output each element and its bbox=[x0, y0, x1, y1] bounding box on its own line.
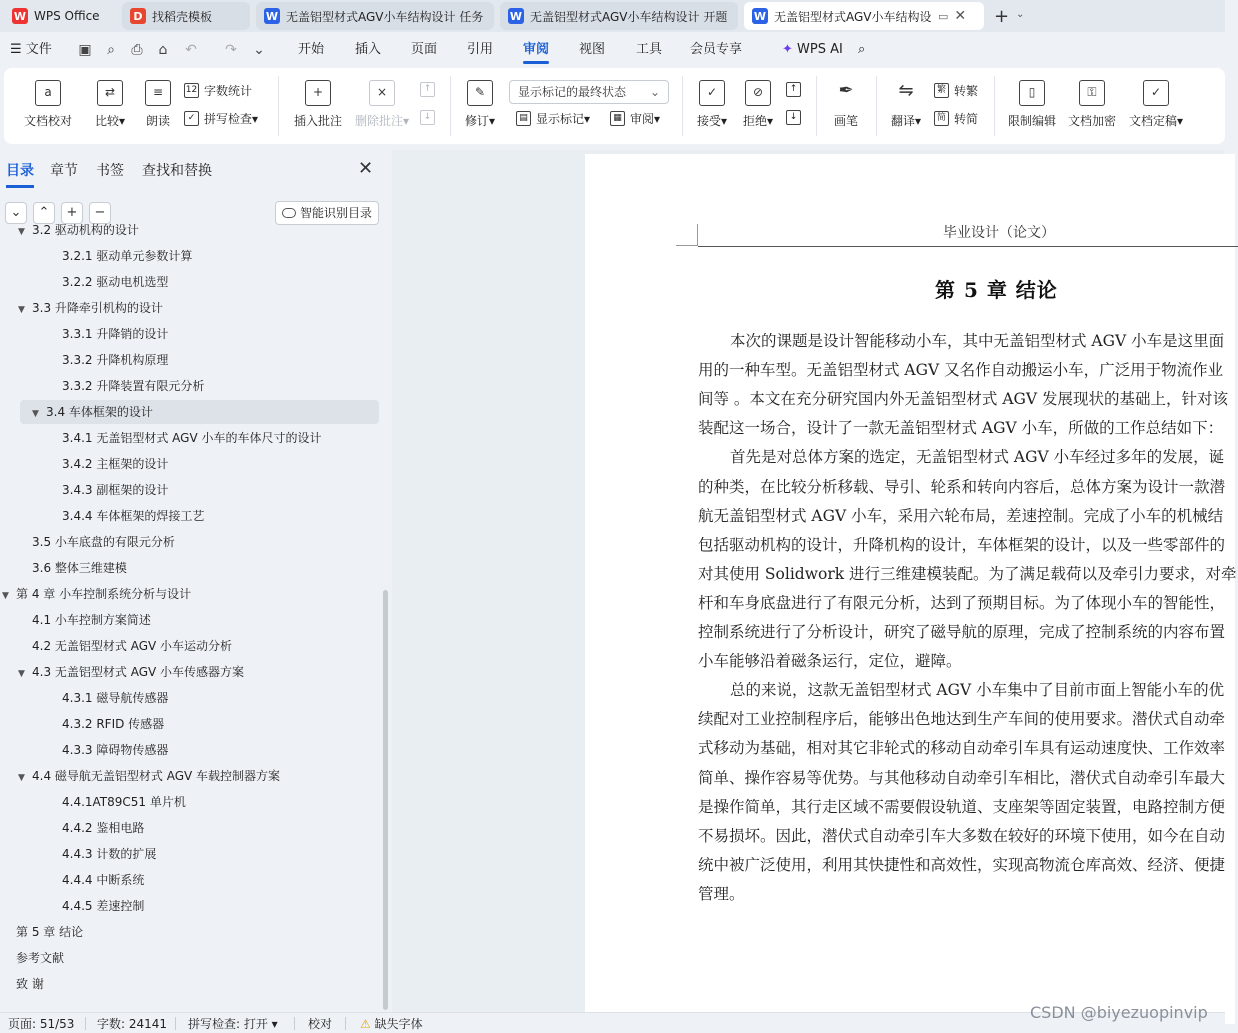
body-line: 不易损坏。因此，潜伏式自动牵引车大多数在较好的环境下使用，如今在自动 bbox=[698, 826, 1226, 845]
show-markup-icon: ▤ bbox=[516, 111, 531, 126]
print-icon[interactable]: ⎙ bbox=[131, 42, 143, 58]
add-heading-button[interactable]: + bbox=[61, 202, 83, 224]
accept-button[interactable]: ✓ 接受▾ bbox=[692, 80, 732, 129]
reject-button[interactable]: ⊘ 拒绝▾ bbox=[738, 80, 778, 129]
toc-item[interactable] bbox=[0, 322, 168, 346]
missing-font-label: 缺失字体 bbox=[374, 1017, 423, 1031]
translate-label: 翻译 bbox=[890, 114, 915, 128]
finalize-label: 文档定稿 bbox=[1128, 114, 1177, 128]
file-label: 文件 bbox=[25, 42, 52, 57]
toc-item[interactable] bbox=[0, 816, 144, 840]
body-line: 总的来说，这款无盖铝型材式 AGV 小车集中了目前市面上智能小车的优 bbox=[730, 681, 1225, 700]
remove-heading-button[interactable]: − bbox=[89, 202, 111, 224]
ribbon-divider bbox=[816, 76, 817, 136]
word-count-button[interactable] bbox=[184, 82, 252, 99]
next-change-button[interactable] bbox=[786, 110, 806, 125]
body-line: 首先是对总体方案的选定，无盖铝型材式 AGV 小车经过多年的发展，诞 bbox=[730, 448, 1225, 467]
chevron-down-icon: ⌄ bbox=[649, 85, 660, 99]
toc-item-label: 3.2.1 驱动单元参数计算 bbox=[62, 249, 193, 263]
proofread-button[interactable] bbox=[20, 80, 76, 129]
prev-comment-button[interactable] bbox=[420, 82, 440, 97]
menu-member[interactable]: 会员专享 bbox=[690, 42, 743, 57]
format-painter-icon[interactable]: ⌕ bbox=[107, 42, 115, 58]
search-icon[interactable]: ⌕ bbox=[858, 42, 866, 57]
tab-label: 无盖铝型材式AGV小车结构设计 任务 bbox=[286, 9, 484, 24]
tab-label: 无盖铝型材式AGV小车结构设计 开题 bbox=[530, 9, 728, 24]
body-line: 的种类，在比较分析移载、导引、轮系和转向内容后，总体方案为设计一款潜 bbox=[698, 477, 1226, 496]
collapse-all-button[interactable]: ⌄ bbox=[5, 202, 27, 224]
wps-ai-label: WPS AI bbox=[797, 42, 843, 57]
undo-icon[interactable]: ↶ bbox=[185, 42, 197, 58]
toc-item[interactable] bbox=[0, 218, 139, 242]
expand-arrow-icon[interactable]: ▼ bbox=[18, 305, 25, 315]
toc-item[interactable] bbox=[0, 244, 192, 268]
menu-insert[interactable]: 插入 bbox=[355, 42, 382, 57]
toc-item-label: 参考文献 bbox=[16, 951, 65, 965]
toc-item[interactable] bbox=[0, 686, 168, 710]
read-aloud-icon: ≡ bbox=[145, 80, 171, 106]
toc-item-label: 3.4.2 主框架的设计 bbox=[62, 457, 169, 471]
ribbon-review bbox=[4, 68, 1225, 144]
toc-item-label: 3.2.2 驱动电机选型 bbox=[62, 275, 169, 289]
toc-item[interactable] bbox=[0, 920, 83, 944]
to-simplified-button[interactable] bbox=[934, 110, 978, 127]
track-changes-label: 修订 bbox=[464, 114, 489, 128]
prev-comment-icon: ↑ bbox=[420, 82, 435, 97]
expand-arrow-icon[interactable]: ▼ bbox=[18, 227, 25, 237]
to-simplified-label: 转简 bbox=[954, 112, 979, 126]
toc-item-label: 3.2 驱动机构的设计 bbox=[32, 223, 139, 237]
toc-list bbox=[0, 223, 382, 1012]
track-changes-icon: ✎ bbox=[467, 80, 493, 106]
compare-label: 比较 bbox=[94, 114, 119, 128]
spell-check-label: 拼写检查 bbox=[204, 112, 253, 126]
ribbon-divider bbox=[994, 76, 995, 136]
ribbon-divider bbox=[876, 76, 877, 136]
to-simplified-icon: 简 bbox=[934, 111, 949, 126]
toc-item[interactable] bbox=[0, 738, 168, 762]
document-page bbox=[585, 154, 1235, 1024]
toc-item-label: 4.2 无盖铝型材式 AGV 小车运动分析 bbox=[32, 639, 233, 653]
body-line: 小车能够沿着磁条运行，定位，避障。 bbox=[698, 652, 962, 671]
expand-arrow-icon[interactable]: ▼ bbox=[2, 591, 9, 601]
body-line: 间等 。本文在充分研究国内外无盖铝型材式 AGV 发展现状的基础上，针对该 bbox=[698, 390, 1229, 409]
toc-item-label: 3.3.2 升降装置有限元分析 bbox=[62, 379, 205, 393]
body-line: 是操作简单，其行走区域不需要假设轨道、支座架等固定装置，电路控制方便 bbox=[698, 797, 1226, 816]
pen-icon: ✒ bbox=[838, 80, 854, 101]
pen-label: 画笔 bbox=[833, 114, 858, 128]
toc-item-label: 3.3.2 升降机构原理 bbox=[62, 353, 169, 367]
proofread-icon: a bbox=[35, 80, 61, 106]
toc-item[interactable] bbox=[0, 582, 191, 606]
reject-label: 拒绝 bbox=[742, 114, 767, 128]
translate-button[interactable]: ⇋ 翻译▾ bbox=[890, 80, 922, 128]
wps-ai-button[interactable]: ✦ WPS AI bbox=[782, 42, 843, 57]
tab-label: 找稻壳模板 bbox=[152, 9, 213, 24]
spell-check-indicator[interactable]: 拼写检查: 打开 ▾ bbox=[188, 1017, 278, 1031]
delete-comment-icon: × bbox=[369, 80, 395, 106]
body-line: 式移动为基础，相对其它非轮式的移动自动牵引车具有运动速度快、工作效率 bbox=[698, 739, 1226, 758]
chapter-title: 第 5 章 结论 bbox=[935, 278, 1058, 302]
toc-item-label: 第 4 章 小车控制系统分析与设计 bbox=[16, 587, 192, 601]
body-line: 杆和车身底盘进行了有限元分析，达到了预期目标。为了体现小车的智能性， bbox=[698, 593, 1226, 612]
toc-item-label: 4.4.1AT89C51 单片机 bbox=[62, 795, 186, 809]
spell-check-icon: ✓ bbox=[184, 111, 199, 126]
toc-item-label: 4.4.4 中断系统 bbox=[62, 873, 145, 887]
body-line: 用的一种车型。无盖铝型材式 AGV 又名作自动搬运小车，广泛用于物流作业 bbox=[698, 361, 1224, 380]
to-traditional-icon: 繁 bbox=[934, 83, 949, 98]
expand-arrow-icon[interactable]: ▼ bbox=[18, 669, 25, 679]
close-icon[interactable]: ✕ bbox=[954, 8, 967, 24]
toc-item[interactable] bbox=[0, 270, 168, 294]
markup-state-value: 显示标记的最终状态 bbox=[518, 85, 627, 99]
tab-wps-office[interactable] bbox=[4, 2, 116, 30]
body-line: 续配对工业控制程序后，能够出色地达到生产车间的使用要求。潜伏式自动牵 bbox=[698, 710, 1226, 729]
ribbon-divider bbox=[278, 76, 279, 136]
toc-item-label: 4.3.2 RFID 传感器 bbox=[62, 717, 165, 731]
word-count-icon: 12 bbox=[184, 83, 199, 98]
navigation-pane bbox=[0, 150, 390, 1012]
finalize-button[interactable]: ✓ 文档定稿▾ bbox=[1124, 80, 1188, 129]
markup-state-select[interactable] bbox=[509, 80, 669, 104]
pen-button[interactable] bbox=[826, 80, 866, 129]
body-line: 对其使用 Solidwork 进行三维建模装配。为了满足载荷以及牵引力要求，对牵 bbox=[698, 564, 1237, 583]
restrict-edit-button[interactable] bbox=[1004, 80, 1060, 129]
crop-mark bbox=[676, 224, 698, 246]
lock-icon: ▯ bbox=[1019, 80, 1045, 106]
toc-item[interactable] bbox=[0, 556, 127, 580]
prev-change-icon: ↑ bbox=[786, 82, 801, 97]
word-count-indicator[interactable]: 字数: 24141 bbox=[97, 1017, 168, 1031]
toc-item-label: 致 谢 bbox=[16, 977, 44, 991]
menu-page[interactable]: 页面 bbox=[411, 42, 438, 57]
sidebar-scrollbar[interactable] bbox=[383, 590, 388, 1010]
toc-item[interactable] bbox=[0, 972, 44, 996]
page-indicator[interactable]: 页面: 51/53 bbox=[8, 1017, 75, 1031]
prev-change-button[interactable] bbox=[786, 82, 806, 97]
toc-item[interactable] bbox=[0, 634, 232, 658]
tab-docer[interactable] bbox=[122, 2, 250, 30]
toc-item[interactable] bbox=[0, 764, 280, 788]
file-menu[interactable]: ☰ 文件 bbox=[10, 42, 52, 57]
proof-indicator[interactable]: 校对 bbox=[308, 1017, 333, 1031]
toc-item-label: 4.4 磁导航无盖铝型材式 AGV 车载控制器方案 bbox=[32, 769, 281, 783]
new-tab-button[interactable]: + bbox=[994, 6, 1010, 27]
chevron-down-icon[interactable]: ⌄ bbox=[1016, 9, 1025, 20]
tab-chapters[interactable]: 章节 bbox=[50, 163, 78, 179]
toc-item[interactable] bbox=[0, 478, 168, 502]
toc-item[interactable] bbox=[0, 374, 204, 398]
menu-start[interactable]: 开始 bbox=[298, 42, 325, 57]
warning-icon: ⚠ bbox=[360, 1017, 371, 1031]
toc-item[interactable] bbox=[0, 426, 321, 450]
spell-check-button[interactable]: ✓ 拼写检查 ▾ bbox=[184, 110, 258, 127]
tab-doc-current[interactable] bbox=[744, 2, 984, 30]
body-line: 管理。 bbox=[698, 884, 745, 903]
menu-tools[interactable]: 工具 bbox=[636, 42, 663, 57]
review-pane-icon: ▦ bbox=[610, 111, 625, 126]
status-divider bbox=[294, 1017, 295, 1030]
page-header: 毕业设计（论文） bbox=[943, 225, 1055, 241]
translate-icon: ⇋ bbox=[898, 80, 914, 101]
to-traditional-label: 转繁 bbox=[954, 84, 979, 98]
toc-item-label: 3.6 整体三维建模 bbox=[32, 561, 127, 575]
toc-item-label: 4.1 小车控制方案简述 bbox=[32, 613, 151, 627]
body-line: 简单、操作容易等优势。与其他移动自动牵引车相比，潜伏式自动牵引车最大 bbox=[698, 768, 1226, 787]
show-markup-label: 显示标记 bbox=[536, 112, 585, 126]
expand-up-button[interactable]: ⌃ bbox=[33, 202, 55, 224]
to-traditional-button[interactable] bbox=[934, 82, 978, 99]
toc-item-label: 4.3.1 磁导航传感器 bbox=[62, 691, 169, 705]
compare-icon: ⇄ bbox=[97, 80, 123, 106]
toc-item[interactable] bbox=[0, 790, 186, 814]
word-doc-icon: W bbox=[753, 9, 767, 23]
tab-bookmarks[interactable]: 书签 bbox=[96, 163, 124, 179]
encrypt-button[interactable] bbox=[1064, 80, 1120, 129]
header-rule bbox=[698, 246, 1238, 247]
toc-item[interactable] bbox=[0, 608, 151, 632]
next-change-icon: ↓ bbox=[786, 110, 801, 125]
restrict-edit-label: 限制编辑 bbox=[1007, 114, 1056, 128]
redo-icon[interactable]: ↷ bbox=[225, 42, 237, 58]
tab-label: 无盖铝型材式AGV小车结构设 bbox=[774, 9, 932, 24]
review-pane-button[interactable]: ▦ 审阅 ▾ bbox=[610, 110, 660, 127]
toc-item[interactable] bbox=[20, 400, 379, 424]
insert-comment-button[interactable] bbox=[290, 80, 346, 129]
body-line: 航无盖铝型材式 AGV 小车，采用六轮布局，差速控制。完成了小车的机械结 bbox=[698, 506, 1224, 525]
smart-toc-button[interactable] bbox=[275, 201, 379, 225]
watermark: CSDN @biyezuopinvip bbox=[1030, 1003, 1208, 1022]
toc-item[interactable] bbox=[0, 504, 204, 528]
proofread-label: 文档校对 bbox=[23, 114, 72, 128]
body-line: 包括驱动机构的设计，升降机构的设计，车体框架的设计，以及一些零部件的 bbox=[698, 535, 1226, 554]
delete-comment-label: 删除批注 bbox=[354, 114, 403, 128]
monitor-icon[interactable]: ▭ bbox=[938, 9, 949, 23]
toc-item-label: 第 5 章 结论 bbox=[16, 925, 84, 939]
toc-item[interactable] bbox=[0, 530, 175, 554]
menu-review[interactable]: 审阅 bbox=[523, 32, 549, 68]
ribbon-divider bbox=[682, 76, 683, 136]
toc-item-label: 3.4.3 副框架的设计 bbox=[62, 483, 169, 497]
toc-item[interactable] bbox=[0, 296, 163, 320]
body-line: 装配这一场合，设计了一款无盖铝型材式 AGV 小车，所做的工作总结如下： bbox=[698, 419, 1224, 438]
tab-label: WPS Office bbox=[34, 9, 100, 23]
expand-arrow-icon[interactable]: ▼ bbox=[32, 409, 39, 419]
toc-item[interactable] bbox=[0, 946, 64, 970]
status-divider bbox=[175, 1017, 176, 1030]
body-line: 统中被广泛使用，利用其快捷性和高效性，实现高物流仓库高效、经济、便捷 bbox=[698, 855, 1226, 874]
wps-logo-icon: W bbox=[13, 9, 27, 23]
toc-item-label: 3.4.1 无盖铝型材式 AGV 小车的车体尺寸的设计 bbox=[62, 431, 322, 445]
smart-toc-label: 智能识别目录 bbox=[300, 206, 373, 220]
body-line: 本次的课题是设计智能移动小车，其中无盖铝型材式 AGV 小车是这里面 bbox=[730, 332, 1225, 350]
toc-item-label: 4.3.3 障碍物传感器 bbox=[62, 743, 169, 757]
chevron-down-icon[interactable]: ⌄ bbox=[253, 42, 265, 58]
status-divider bbox=[85, 1017, 86, 1030]
toc-item-label: 3.4 车体框架的设计 bbox=[46, 405, 153, 419]
accept-icon: ✓ bbox=[699, 80, 725, 106]
ribbon-divider bbox=[450, 76, 451, 136]
toc-item[interactable] bbox=[0, 712, 164, 736]
delete-comment-button[interactable]: × 删除批注▾ bbox=[352, 80, 412, 129]
show-markup-button[interactable]: ▤ 显示标记 ▾ bbox=[516, 110, 590, 127]
word-count-label: 字数统计 bbox=[204, 84, 253, 98]
track-changes-button[interactable]: ✎ 修订▾ bbox=[460, 80, 500, 129]
toc-item-label: 4.3 无盖铝型材式 AGV 小车传感器方案 bbox=[32, 665, 245, 679]
menu-view[interactable]: 视图 bbox=[579, 42, 606, 57]
expand-arrow-icon[interactable]: ▼ bbox=[18, 773, 25, 783]
toc-item-label: 3.3 升降牵引机构的设计 bbox=[32, 301, 163, 315]
toc-item[interactable] bbox=[0, 894, 144, 918]
toc-item-label: 3.3.1 升降销的设计 bbox=[62, 327, 169, 341]
word-doc-icon: W bbox=[265, 9, 279, 23]
tab-doc-task[interactable] bbox=[256, 2, 494, 30]
toc-item[interactable] bbox=[0, 660, 244, 684]
document-area bbox=[392, 150, 1237, 1012]
toc-item[interactable] bbox=[0, 452, 168, 476]
toc-item-label: 4.4.3 计数的扩展 bbox=[62, 847, 157, 861]
reject-icon: ⊘ bbox=[745, 80, 771, 106]
read-aloud-button[interactable] bbox=[138, 80, 178, 129]
docer-icon: D bbox=[130, 8, 146, 24]
close-icon[interactable]: ✕ bbox=[358, 158, 374, 179]
menu-reference[interactable]: 引用 bbox=[467, 42, 494, 57]
tab-bar bbox=[0, 0, 1225, 32]
insert-comment-icon: + bbox=[305, 80, 331, 106]
toc-item-label: 3.5 小车底盘的有限元分析 bbox=[32, 535, 175, 549]
spell-check-status: 拼写检查: 打开 bbox=[188, 1017, 268, 1031]
tab-toc[interactable]: 目录 bbox=[6, 160, 34, 180]
finalize-icon: ✓ bbox=[1143, 80, 1169, 106]
encrypt-label: 文档加密 bbox=[1067, 114, 1116, 128]
toc-item-label: 4.4.5 差速控制 bbox=[62, 899, 145, 913]
review-pane-label: 审阅 bbox=[630, 112, 655, 126]
tab-find-replace[interactable]: 查找和替换 bbox=[142, 163, 212, 179]
toc-item-label: 3.4.4 车体框架的焊接工艺 bbox=[62, 509, 205, 523]
accept-label: 接受 bbox=[696, 114, 721, 128]
toc-item[interactable] bbox=[0, 842, 156, 866]
menu-bar bbox=[0, 32, 1225, 68]
tab-doc-proposal[interactable] bbox=[500, 2, 738, 30]
next-comment-button[interactable] bbox=[420, 110, 440, 125]
missing-font-indicator[interactable] bbox=[360, 1015, 423, 1032]
insert-comment-label: 插入批注 bbox=[293, 114, 342, 128]
body-line: 控制系统进行了分析设计，研究了磁导航的原理，完成了控制系统的内容布置 bbox=[698, 623, 1226, 641]
eye-icon bbox=[282, 208, 296, 218]
read-aloud-label: 朗读 bbox=[145, 114, 170, 128]
save-icon[interactable]: ▣ bbox=[78, 42, 92, 58]
toc-item[interactable] bbox=[0, 348, 168, 372]
status-divider bbox=[345, 1017, 346, 1030]
encrypt-icon: ⚿ bbox=[1079, 80, 1105, 106]
print-preview-icon[interactable]: ⌂ bbox=[158, 42, 168, 58]
word-doc-icon: W bbox=[509, 9, 523, 23]
toc-item-label: 4.4.2 鉴相电路 bbox=[62, 821, 145, 835]
compare-button[interactable]: ⇄ 比较▾ bbox=[88, 80, 132, 129]
toc-item[interactable] bbox=[0, 868, 144, 892]
next-comment-icon: ↓ bbox=[420, 110, 435, 125]
